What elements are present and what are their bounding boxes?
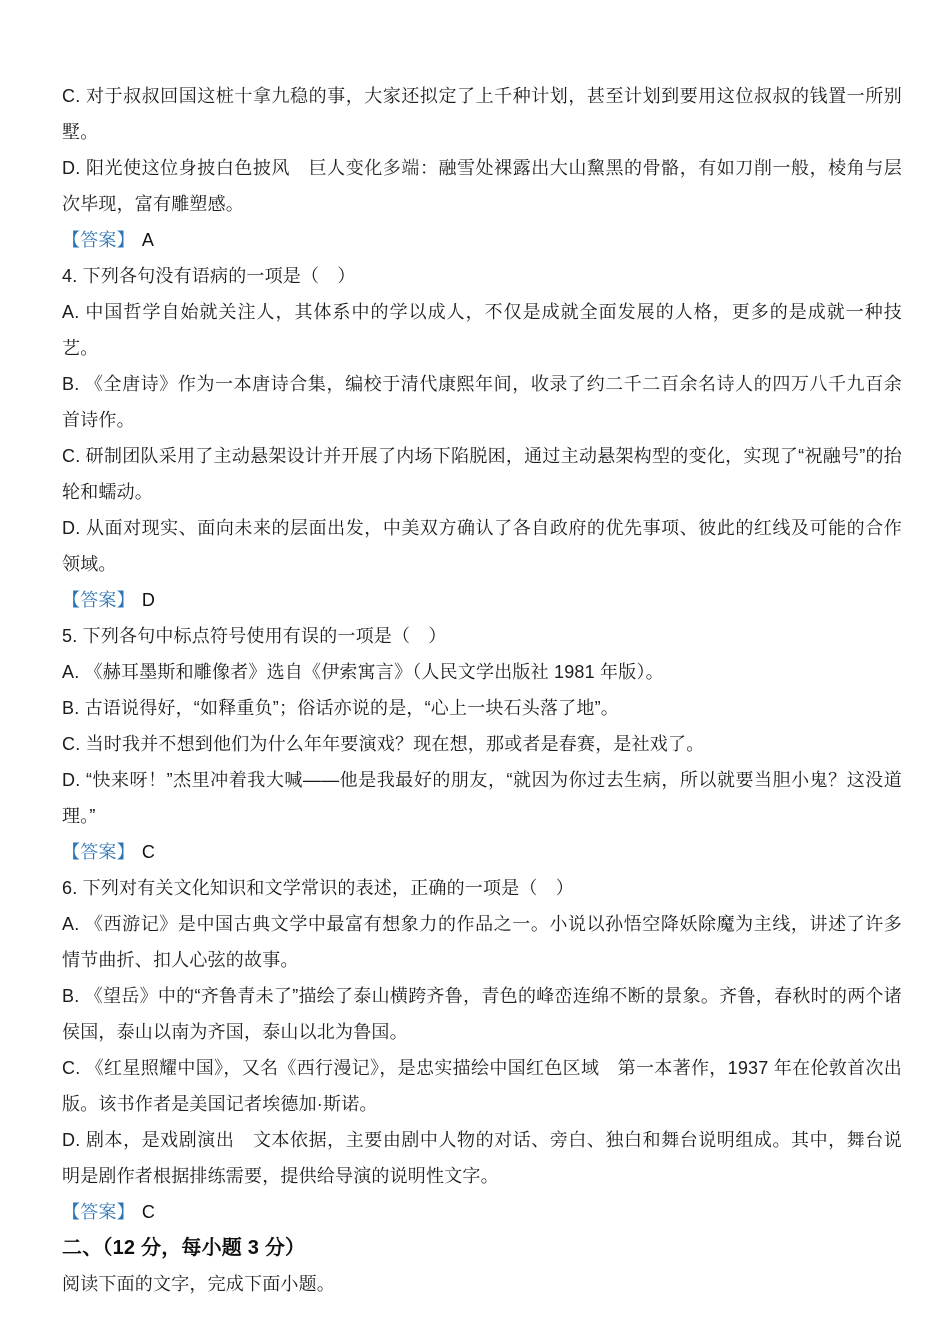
q5-option-a: A. 《赫耳墨斯和雕像者》选自《伊索寓言》（人民文学出版社 1981 年版）。 <box>62 662 664 682</box>
q3-option-c-pre: C. 对于叔叔回国这桩 <box>62 86 235 106</box>
q5-stem: 5. 下列各句中标点符号使用有误的一项是（ ） <box>62 626 447 646</box>
q4-option-b: B. 《全唐诗》作为一本唐诗合集，编校于清代康熙年间，收录了约二千二百余名诗人的四万八千九百余首诗作。 <box>62 374 902 430</box>
q6-option-d: D. 剧本，是戏剧演出 文本依据，主要由剧中人物的对话、旁白、独白和舞台说明组成。其中，舞台说明是剧作者根据排练需要，提供给导演的说明性文字。 <box>62 1130 902 1186</box>
q4-answer-value: D <box>141 590 156 610</box>
q3-option-d-post: ：融雪处裸露出大山黧黑的骨骼，有如刀削一般，棱角与层次毕现，富有雕塑感。 <box>62 158 902 214</box>
q6-option-a: A. 《西游记》是中国古典文学中最富有想象力的作品之一。小说以孙悟空降妖除魔为主线，讲述了许多情节曲折、扣人心弦的故事。 <box>62 914 902 970</box>
q5-option-b: B. 古语说得好，“如释重负”；俗话亦说的是，“心上一块石头落了地”。 <box>62 698 619 718</box>
section-2-heading: 二、（12 分，每小题 3 分） <box>62 1237 306 1259</box>
q3-option-d <box>62 150 902 222</box>
q6-option-c: C. 《红星照耀中国》，又名《西行漫记》，是忠实描绘中国红色区域 第一本著作，1937 年在伦敦首次出版。该书作者是美国记者埃德加·斯诺。 <box>62 1058 902 1114</box>
q6-stem: 6. 下列对有关文化知识和文学常识的表述，正确的一项是（ ） <box>62 878 575 898</box>
q6-option-b: B. 《望岳》中的“齐鲁青未了”描绘了泰山横跨齐鲁，青色的峰峦连绵不断的景象。齐鲁，春秋时的两个诸侯国，泰山以南为齐国，泰山以北为鲁国。 <box>62 986 902 1042</box>
q3-answer-line <box>62 222 902 258</box>
q4-option-c: C. 研制团队采用了主动悬架设计并开展了内场下陷脱困，通过主动悬架构型的变化，实现了“祝融号”的抬轮和蠕动。 <box>62 446 902 502</box>
answer-label: 【答案】 <box>62 590 135 610</box>
q3-answer-value: A <box>141 230 155 250</box>
q6-answer-value: C <box>141 1202 156 1222</box>
q3-option-c <box>62 78 902 150</box>
q3-option-c-idiom: 十拿九稳 <box>234 86 309 106</box>
q4-option-d: D. 从面对现实、面向未来的层面出发，中美双方确认了各自政府的优先事项、彼此的红线及可能的合作领域。 <box>62 518 902 574</box>
q4-stem: 4. 下列各句没有语病的一项是（ ） <box>62 266 356 286</box>
q5-answer-value: C <box>141 842 156 862</box>
answer-label: 【答案】 <box>62 230 135 250</box>
answer-label: 【答案】 <box>62 1202 135 1222</box>
q6-answer-line <box>62 1194 902 1230</box>
q5-answer-line <box>62 834 902 870</box>
q4-answer-line <box>62 582 902 618</box>
q4-option-a: A. 中国哲学自始就关注人，其体系中的学以成人，不仅是成就全面发展的人格，更多的是成就一种技艺。 <box>62 302 902 358</box>
q3-option-c-post: 的事，大家还拟定了上千种计划，甚至计划到要用这位叔叔的钱置一所别墅。 <box>62 86 902 142</box>
q5-option-c: C. 当时我并不想到他们为什么年年要演戏？现在想，那或者是春赛，是社戏了。 <box>62 734 705 754</box>
q3-option-d-pre: D. 阳光使这位身披白色披风 巨人 <box>62 158 346 178</box>
answer-label: 【答案】 <box>62 842 135 862</box>
q3-option-d-idiom: 变化多端 <box>345 158 420 178</box>
reading-intro: 阅读下面的文字，完成下面小题。 <box>62 1274 335 1294</box>
q5-option-d: D. “快来呀！”杰里冲着我大喊——他是我最好的朋友，“就因为你过去生病，所以就要当胆小鬼？这没道理。” <box>62 770 902 826</box>
